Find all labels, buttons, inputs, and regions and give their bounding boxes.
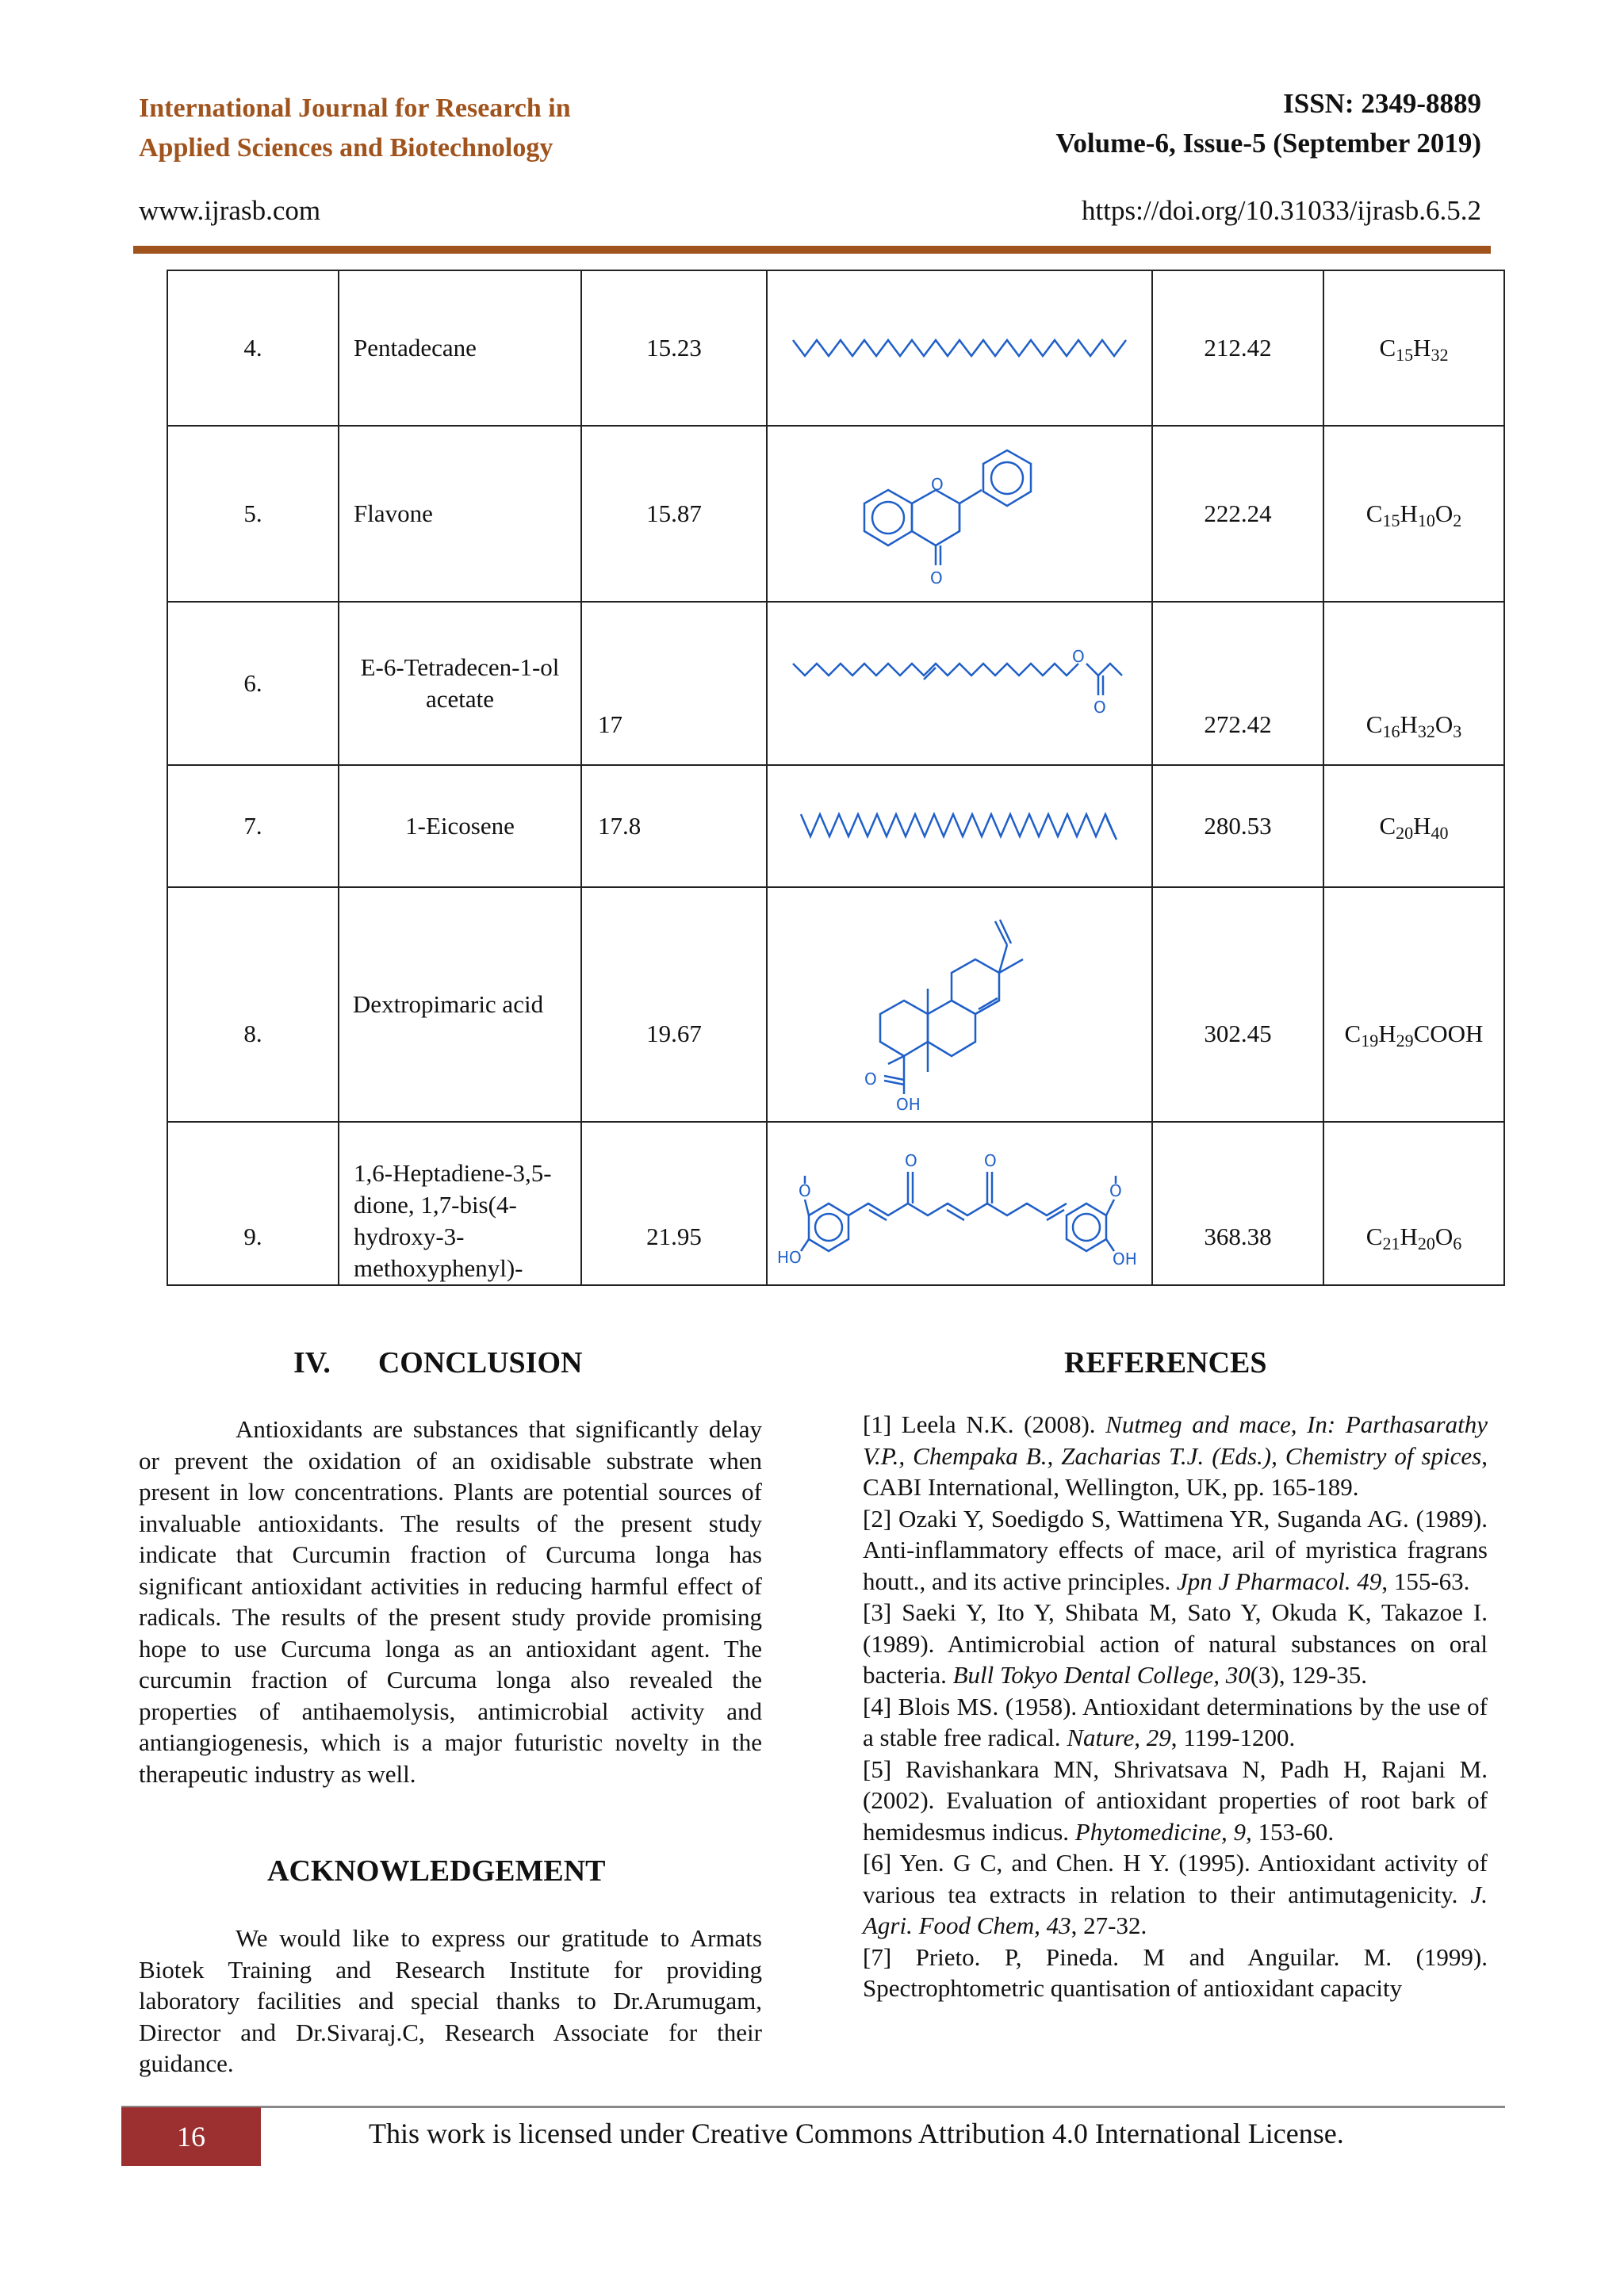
journal-title [139,89,571,168]
retention-time: 17.8 [581,765,767,887]
molecular-formula: $C_{15}H_{10}O_2$ [1323,426,1504,602]
compound-name: Pentadecane [339,270,581,426]
curcumin-left-methoxy-oxygen-label: O [799,1181,811,1200]
table-row [167,1122,1504,1285]
structure-cell [767,887,1152,1122]
reference-text: [6] Yen. G C, and Chen. H Y. (1995). Antioxidant activity of various tea extracts in relation to their antimutagenicity. [863,1849,1488,1908]
conclusion-heading [293,1345,582,1380]
curcumin-right-methoxy-oxygen-label: O [1109,1181,1122,1200]
acknowledgement-body [139,1923,762,2080]
reference-details: , 155-63. [1381,1567,1470,1595]
journal-title-line1: International Journal for Research in [139,94,571,123]
reference-item [863,1597,1488,1691]
compound-number: 6. [167,602,339,765]
table-row [167,887,1504,1122]
header-rule [133,246,1491,254]
molecular-formula: $C_{16}H_{32}O_3$ [1323,602,1504,765]
structure-cell [767,1122,1152,1285]
structure-cell [767,602,1152,765]
flavone-ring-oxygen-label: O [931,475,944,494]
reference-item [863,1409,1488,1503]
reference-details: , CABI International, Wellington, UK, pp. 165-189. [863,1441,1488,1501]
compound-number: 8. [167,887,339,1122]
issue-info [1055,84,1481,163]
flavone-oxygen-label: O [930,568,943,587]
reference-item [863,1691,1488,1754]
molecular-weight: 368.38 [1152,1122,1323,1285]
tetradecenol-acetate-structure [785,648,1134,719]
table-row [167,602,1504,765]
page-number: 16 [121,2107,261,2166]
compound-name: 1-Eicosene [339,765,581,887]
retention-time: 15.87 [581,426,767,602]
molecular-weight: 272.42 [1152,602,1323,765]
molecular-weight: 280.53 [1152,765,1323,887]
reference-details: 153-60. [1251,1817,1335,1846]
reference-text: [5] Ravishankara MN, Shrivatsava N, Padh H, Rajani M. (2002). Evaluation of antioxidant properties of root bark of hemidesmus indicus. [863,1755,1488,1846]
molecular-formula: $C_{19}H_{29}COOH$ [1323,887,1504,1122]
molecular-weight: 222.24 [1152,426,1323,602]
conclusion-body [139,1414,762,1789]
curcumin-right-carbonyl-oxygen-label: O [984,1151,997,1170]
journal-website[interactable]: www.ijrasb.com [139,195,321,226]
compound-name: Dextropimaric acid [339,887,581,1122]
molecular-formula: $C_{15}H_{32}$ [1323,270,1504,426]
dextropimaric-acid-structure [841,897,1078,1112]
reference-source: Bull Tokyo Dental College, 30 [952,1661,1251,1689]
reference-text: [4] Blois MS. (1958). Antioxidant determinations by the use of a stable free radical. [863,1692,1488,1751]
retention-time: 17 [581,602,767,765]
compound-number: 9. [167,1122,339,1285]
reference-item [863,1754,1488,1848]
reference-details: , 27-32. [1071,1911,1147,1939]
reference-source: Nutmeg and mace, In: Parthasarathy V.P., Chempaka B., Zacharias T.J. (Eds.), Chemistry of spices [863,1410,1488,1470]
molecular-formula: $C_{20}H_{40}$ [1323,765,1504,887]
curcumin-structure [773,1128,1146,1279]
reference-details: (3), 129-35. [1250,1661,1367,1689]
volume-issue: Volume-6, Issue-5 (September 2019) [1055,128,1481,159]
table-row [167,270,1504,426]
reference-source: Jpn J Pharmacol. 49 [1177,1567,1382,1595]
acetate-carbonyl-oxygen-label: O [1094,698,1106,717]
acetate-ester-oxygen-label: O [1072,648,1085,666]
structure-cell [767,270,1152,426]
table-row [167,765,1504,887]
retention-time: 15.23 [581,270,767,426]
reference-text: [2] Ozaki Y, Soedigdo S, Wattimena YR, Suganda AG. (1989). Anti-inflammatory effects of mace, aril of myristica fragrans houtt., and its active principles. [863,1504,1488,1595]
issn: ISSN: 2349-8889 [1283,88,1481,119]
compound-number: 7. [167,765,339,887]
curcumin-right-hydroxyl-label: OH [1113,1249,1137,1269]
carboxyl-oxygen-label: O [864,1070,877,1089]
compound-name: E-6-Tetradecen-1-ol acetate [339,602,581,765]
reference-text: [7] Prieto. P, Pineda. M and Anguilar. M. (1999). Spectrophtometric quantisation of antioxidant capacity [863,1942,1488,2002]
pentadecane-structure [785,332,1134,364]
footer-rule [121,2106,1505,2108]
license-notice: This work is licensed under Creative Commons Attribution 4.0 International License. [369,2118,1344,2149]
acknowledgement-heading: ACKNOWLEDGEMENT [267,1854,606,1888]
reference-source: J. Agri. Food Chem, 43 [863,1880,1488,1939]
references-heading: REFERENCES [1064,1346,1267,1380]
conclusion-paragraph: Antioxidants are substances that significantly delay or prevent the oxidation of an oxidisable substrate when present in low concentrations. Plants are potential sources of invaluable antioxidants. The results of the present study indicate that Curcumin fraction of Curcuma longa has significant antioxidant activities in reducing harmful effect of radicals. The results of the present study provide promising hope to use Curcuma longa as an antioxidant agent. The curcumin fraction of Curcuma longa also revealed the properties of antihaemolysis, antimicrobial activity and antiangiogenesis, which is a major futuristic novelty in the therapeutic industry as well. [139,1415,762,1788]
journal-title-line2: Applied Sciences and Biotechnology [139,133,553,163]
reference-item [863,1942,1488,2004]
molecular-weight: 302.45 [1152,887,1323,1122]
reference-source: Phytomedicine, 9, [1074,1817,1252,1846]
doi-link[interactable]: https://doi.org/10.31033/ijrasb.6.5.2 [1082,195,1481,226]
molecular-weight: 212.42 [1152,270,1323,426]
reference-details: , 1199-1200. [1170,1724,1296,1751]
retention-time: 21.95 [581,1122,767,1285]
structure-cell [767,765,1152,887]
reference-text: [3] Saeki Y, Ito Y, Shibata M, Sato Y, Okuda K, Takazoe I. (1989). Antimicrobial action of natural substances on oral bacteria. [863,1598,1488,1689]
reference-source: Nature, 29 [1067,1724,1171,1751]
molecular-formula: $C_{21}H_{20}O_6$ [1323,1122,1504,1285]
compound-name: 1,6-Heptadiene-3,5-dione, 1,7-bis(4-hydroxy-3-methoxyphenyl)- [339,1122,581,1285]
flavone-structure [841,434,1078,593]
conclusion-heading-number: IV. [293,1346,331,1380]
compound-name: Flavone [339,426,581,602]
references-list [863,1409,1488,2004]
acknowledgement-paragraph: We would like to express our gratitude to Armats Biotek Training and Research Institute for providing laboratory facilities and special thanks to Dr.Arumugam, Director and Dr.Sivaraj.C, Research Associate for their guidance. [139,1924,762,2077]
eicosene-structure [793,806,1126,846]
compound-number: 5. [167,426,339,602]
conclusion-heading-text: CONCLUSION [377,1346,583,1380]
reference-text: [1] Leela N.K. (2008). [863,1410,1106,1438]
compound-number: 4. [167,270,339,426]
curcumin-left-carbonyl-oxygen-label: O [905,1151,917,1170]
carboxyl-hydroxyl-label: OH [896,1095,921,1112]
table-row [167,426,1504,602]
retention-time: 19.67 [581,887,767,1122]
structure-cell [767,426,1152,602]
compounds-table [167,270,1505,1286]
curcumin-left-hydroxyl-label: HO [777,1248,802,1267]
reference-item [863,1503,1488,1598]
reference-item [863,1847,1488,1942]
